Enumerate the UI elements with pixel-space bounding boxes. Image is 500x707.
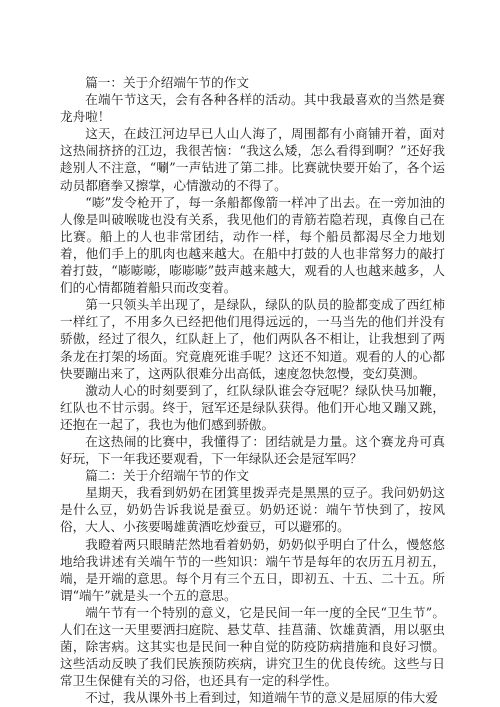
- paragraph: 激动人心的时刻要到了，红队绿队谁会夺冠呢？绿队快马加鞭，红队也不甘示弱。终于，冠军还是绿队获得。他们开心地又蹦又跳，还抱在一起了，我也为他们感到骄傲。: [60, 382, 445, 432]
- paragraph: 不过，我从课外书上看到过，知道端午节的意义是屈原的伟大爱: [85, 690, 438, 706]
- essay-heading-two: 篇二：关于介绍端午节的作文: [85, 468, 249, 484]
- paragraph: 在端午节这天，会有各种各样的活动。其中我最喜欢的当然是赛龙舟啦！: [60, 92, 445, 125]
- paragraph: “嘭”发令枪开了，每一条船都像箭一样冲了出去。在一旁加油的人像是叫破喉咙也没有关系，我见他们的青筋若隐若现，真像自己在比赛。船上的人也非常团结，动作一样，每个船员都渴尽全力地划着，他们手上的肌肉也越来越大。在船中打鼓的人也非常努力的敲打着打鼓，“嘭嘭嘭，嘭嘭嘭”鼓声越来越大，观看的人也越来越多，人们的心情都随着船只而改变着。: [60, 194, 445, 296]
- document-body: [60, 74, 445, 706]
- paragraph: 我瞪着两只眼睛茫然地看着奶奶，奶奶似乎明白了什么，慢悠悠地给我讲述有关端午节的一些知识：端午节是每年的农历五月初五，端，是开端的意思。每个月有三个五日，即初五、十五、二十五。所谓“端午”就是头一个五的意思。: [60, 536, 445, 603]
- paragraph: 在这热闹的比赛中，我懂得了：团结就是力量。这个赛龙舟可真好玩，下一年我还要观看，下一年绿队还会是冠军吗？: [60, 433, 445, 467]
- essay-heading-one: 篇一：关于介绍端午节的作文: [85, 75, 249, 90]
- paragraph: 端午节有一个特别的意义，它是民间一年一度的全民“卫生节”。人们在这一天里要洒扫庭院、悬艾草、挂菖蒲、饮雄黄酒，用以驱虫菌，除害病。这其实也是民间一种自觉的防疫防病措施和良好习惯。这些活动反映了我们民族预防疾病，讲究卫生的优良传统。这些与日常卫生保健有关的习俗，也还具有一定的科学性。: [60, 604, 445, 689]
- paragraph: 第一只领头羊出现了，是绿队，绿队的队员的脸都变成了西红柿一样红了，不用多久已经把他们甩得远远的，一马当先的他们并没有骄傲，经过了很久，红队赶上了，他们两队各不相让，让我想到了两条龙在打架的场面。究竟鹿死谁手呢？这还不知道。观看的人的心都快要蹦出来了，这两队很难分出高低，速度忽快忽慢，变幻莫测。: [60, 297, 445, 381]
- paragraph: 这天，在歧江河边早已人山人海了，周围都有小商铺开着，面对这热闹挤挤的江边，我很苦恼：“我这么矮，怎么看得到啊？”还好我趁别人不注意，“唰”一声钻进了第二排。比赛就快要开始了，各个运动员都磨拳又擦掌，心情激动的不得了。: [60, 126, 445, 193]
- paragraph: 星期天，我看到奶奶在团箕里拨弄壳是黑黑的豆子。我问奶奶这是什么豆，奶奶告诉我说是蚕豆。奶奶还说：端午节快到了，按风俗，大人、小孩要喝雄黄酒吃炒蚕豆，可以避邪的。: [60, 485, 445, 535]
